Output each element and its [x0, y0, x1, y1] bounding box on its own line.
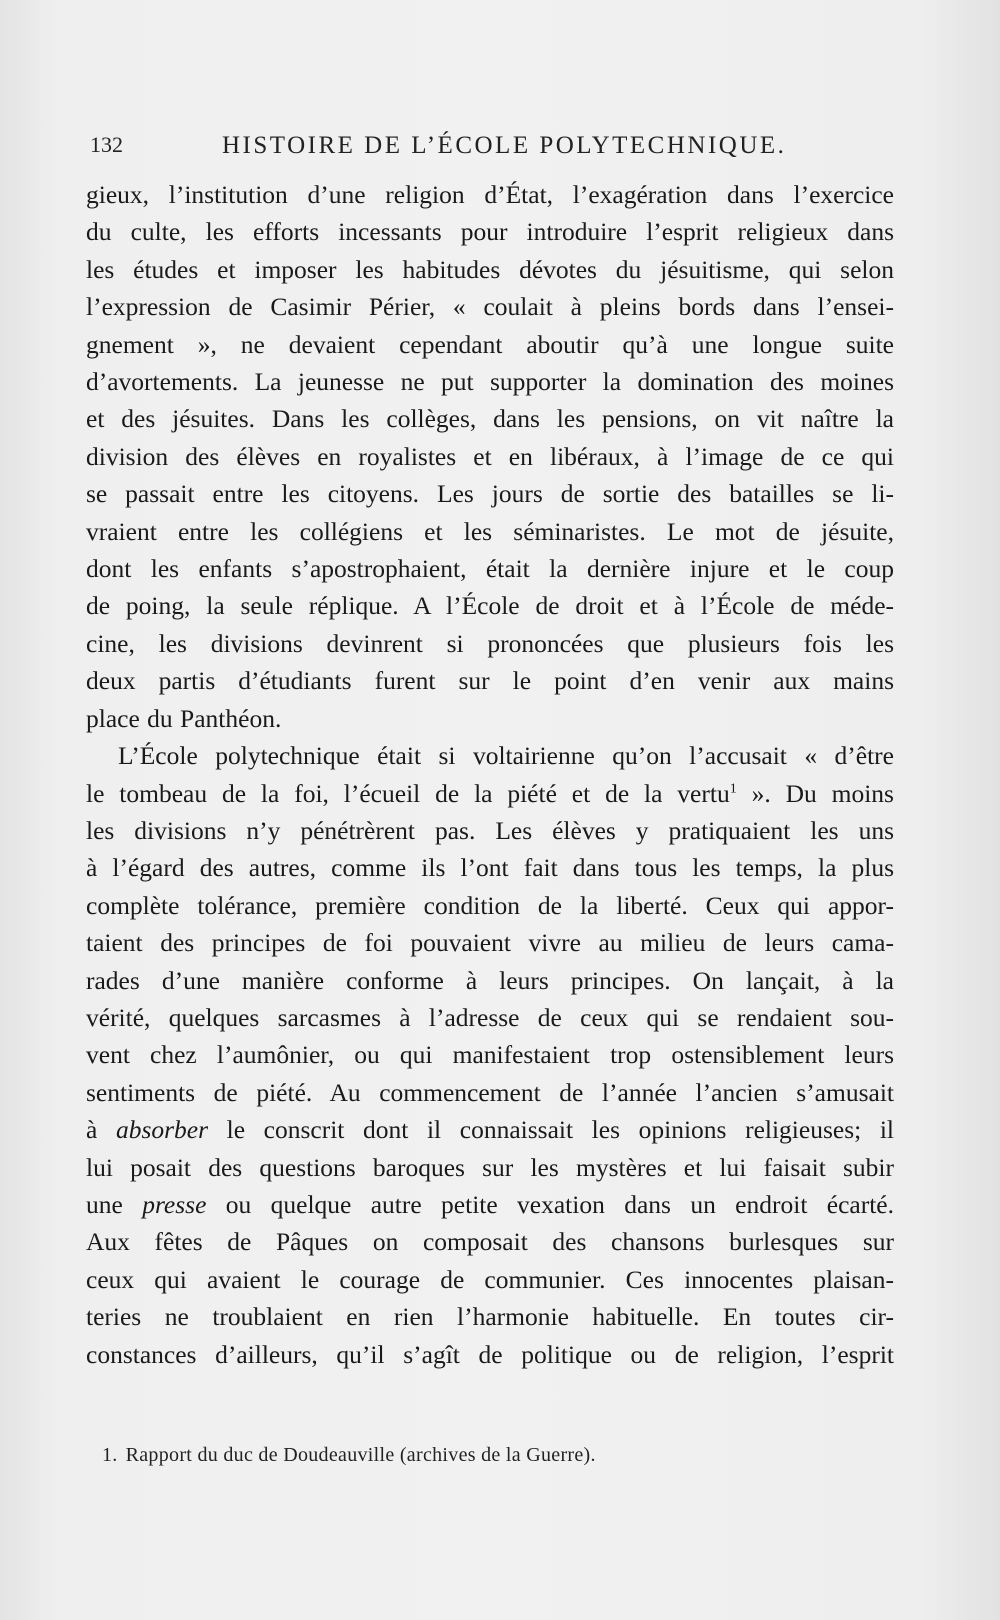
- text-line: l’expression de Casimir Périer, « coulait à pleins bords dans l’ensei-: [86, 292, 894, 322]
- text-line: vraient entre les collégiens et les séminaristes. Le mot de jésuite,: [86, 516, 894, 546]
- text-line: taient des principes de foi pouvaient vivre au milieu de leurs cama-: [86, 928, 894, 958]
- text-line: se passait entre les citoyens. Les jours de sortie des batailles se li-: [86, 479, 894, 509]
- text-line: constances d’ailleurs, qu’il s’agît de politique ou de religion, l’esprit: [86, 1339, 894, 1369]
- text-line: teries ne troublaient en rien l’harmonie habituelle. En toutes cir-: [86, 1302, 894, 1332]
- footnote-text: Rapport du duc de Doudeauville (archives de la Guerre).: [125, 1444, 596, 1466]
- text-fragment: ou quelque autre petite vexation dans un endroit écarté.: [206, 1189, 894, 1219]
- text-line: ceux qui avaient le courage de communier. Ces innocentes plaisan-: [86, 1264, 894, 1294]
- text-line: à l’égard des autres, comme ils l’ont fait dans tous les temps, la plus: [86, 853, 894, 883]
- page-number: 132: [90, 132, 123, 157]
- text-fragment: ». Du moins: [736, 778, 894, 808]
- text-line: les divisions n’y pénétrèrent pas. Les élèves y pratiquaient les uns: [86, 815, 894, 845]
- text-line: sentiments de piété. Au commencement de l’année l’ancien s’amusait: [86, 1077, 894, 1107]
- text-line: division des élèves en royalistes et en libéraux, à l’image de ce qui: [86, 441, 894, 471]
- text-fragment: le tombeau de la foi, l’écueil de la piété et de la vertu: [86, 778, 730, 808]
- running-title: HISTOIRE DE L’ÉCOLE POLYTECHNIQUE.: [222, 132, 787, 159]
- text-line: complète tolérance, première condition de la liberté. Ceux qui appor-: [86, 890, 894, 920]
- text-line: lui posait des questions baroques sur les mystères et lui faisait subir: [86, 1152, 894, 1182]
- text-line: [86, 1111, 894, 1148]
- text-line: vérité, quelques sarcasmes à l’adresse de ceux qui se rendaient sou-: [86, 1002, 894, 1032]
- text-line: place du Panthéon.: [86, 703, 282, 733]
- text-line: [86, 775, 894, 812]
- text-line: deux partis d’étudiants furent sur le point d’en venir aux mains: [86, 666, 894, 696]
- text-line: et des jésuites. Dans les collèges, dans les pensions, on vit naître la: [86, 404, 894, 434]
- text-fragment: le conscrit dont il connaissait les opinions religieuses; il: [208, 1115, 894, 1145]
- paragraph-1: [86, 176, 894, 737]
- text-line: gieux, l’institution d’une religion d’État, l’exagération dans l’exercice: [86, 180, 894, 209]
- text-line: cine, les divisions devinrent si prononcées que plusieurs fois les: [86, 628, 894, 658]
- running-head: [90, 128, 787, 168]
- text-line: gnement », ne devaient cependant aboutir qu’à une longue suite: [86, 329, 894, 359]
- text-fragment: à: [86, 1115, 116, 1145]
- text-line: Aux fêtes de Pâques on composait des chansons burlesques sur: [86, 1227, 894, 1257]
- paragraph-2: [86, 737, 894, 1373]
- body-text: [86, 176, 894, 1373]
- footnote-marker: 1.: [102, 1444, 118, 1466]
- footnote: [102, 1444, 722, 1467]
- italic-term: absorber: [115, 1115, 209, 1145]
- text-line: du culte, les efforts incessants pour introduire l’esprit religieux dans: [86, 217, 894, 247]
- text-fragment: une: [86, 1189, 143, 1219]
- text-line: vent chez l’aumônier, ou qui manifestaient trop ostensiblement leurs: [86, 1040, 894, 1070]
- text-line: d’avortements. La jeunesse ne put supporter la domination des moines: [86, 367, 894, 397]
- text-line: les études et imposer les habitudes dévotes du jésuitisme, qui selon: [86, 254, 894, 284]
- text-line: dont les enfants s’apostrophaient, était la dernière injure et le coup: [86, 554, 894, 584]
- text-line: [86, 1186, 894, 1223]
- italic-term: presse: [142, 1189, 207, 1219]
- text-line: de poing, la seule réplique. A l’École de droit et à l’École de méde-: [86, 591, 894, 621]
- text-line: rades d’une manière conforme à leurs principes. On lançait, à la: [86, 965, 894, 995]
- text-line: L’École polytechnique était si voltairienne qu’on l’accusait « d’être: [118, 741, 894, 771]
- footnote-reference: 1: [729, 781, 737, 796]
